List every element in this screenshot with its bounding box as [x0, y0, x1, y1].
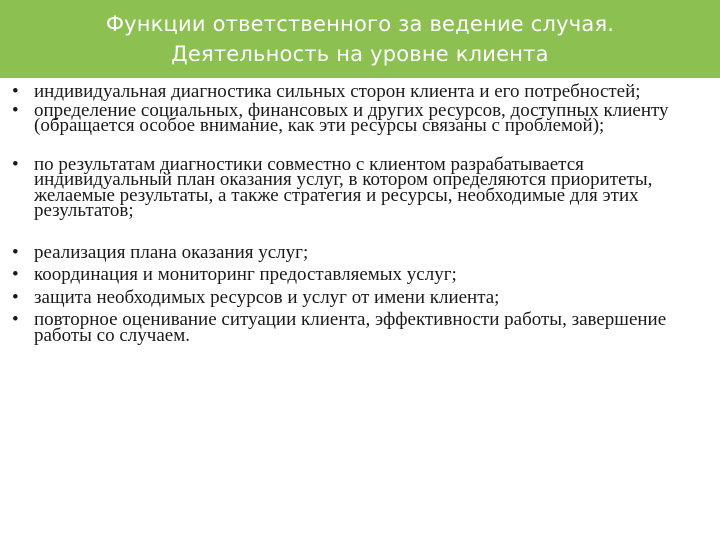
bullet-dot-icon: • [12, 81, 19, 102]
bullet-dot-icon: • [12, 153, 19, 175]
bullet-text: индивидуальная диагностика сильных сторон клиента и его потребностей; [34, 81, 641, 102]
bullet-item [12, 309, 702, 346]
bullet-item [12, 99, 702, 136]
bullet-dot-icon: • [12, 286, 19, 308]
bullet-dot-icon: • [12, 309, 19, 330]
bullet-item [12, 286, 702, 308]
bullet-dot-icon: • [12, 241, 19, 263]
bullet-text: реализация плана оказания услуг; [34, 241, 309, 263]
bullet-item [12, 81, 702, 102]
slide-title-band [0, 0, 720, 78]
bullet-dot-icon: • [12, 264, 19, 285]
bullet-item [12, 264, 702, 285]
bullet-item [12, 153, 702, 221]
bullet-text: по результатам диагностики совместно с клиентом разрабатывается индивидуальный план оказания услуг, в котором определяются приоритеты, желаемые результаты, а также стратегия и ресурсы, необходимые для этих результатов; [34, 153, 653, 221]
bullet-text: определение социальных, финансовых и других ресурсов, доступных клиенту (обращается особое внимание, как эти ресурсы связаны с проблемой); [34, 99, 669, 136]
bullet-text: защита необходимых ресурсов и услуг от имени клиента; [34, 286, 500, 308]
bullet-text: повторное оценивание ситуации клиента, эффективности работы, завершение работы со случаем. [34, 309, 667, 346]
bullet-list [12, 81, 702, 346]
bullet-text: координация и мониторинг предоставляемых услуг; [34, 264, 457, 285]
bullet-dot-icon: • [12, 99, 19, 121]
slide-title-line-2: Деятельность на уровне клиента [171, 42, 549, 66]
slide-title-line-1: Функции ответственного за ведение случая. [105, 12, 615, 36]
bullet-item [12, 241, 702, 263]
